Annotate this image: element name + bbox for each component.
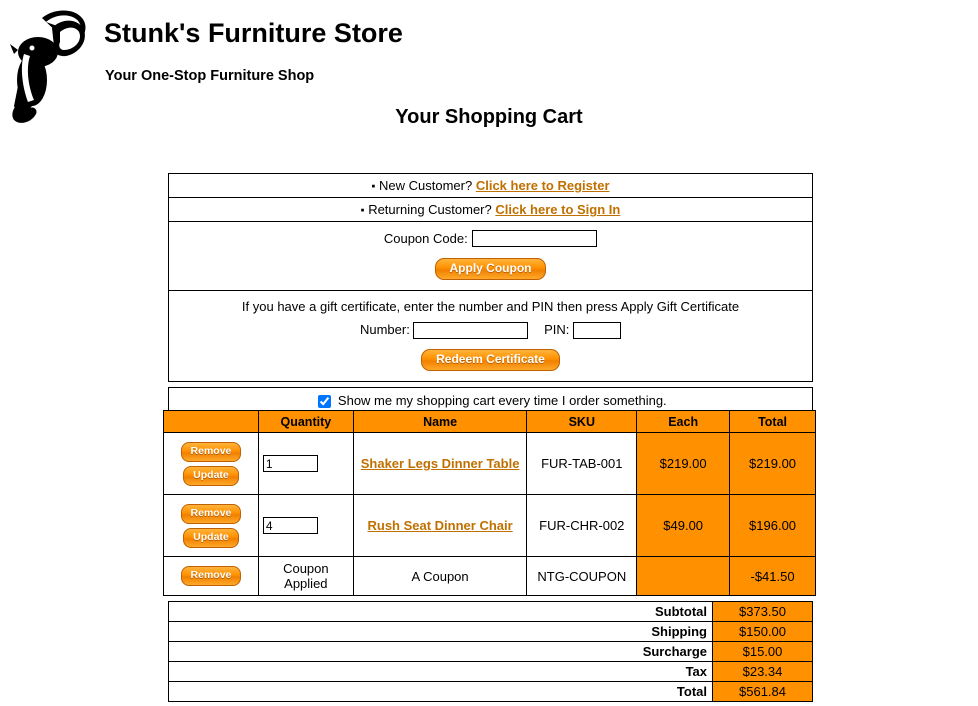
register-link[interactable]: Click here to Register — [475, 178, 610, 193]
row-sku: NTG-COUPON — [527, 557, 637, 596]
totals-value: $23.34 — [713, 662, 813, 682]
update-button[interactable]: Update — [183, 528, 239, 548]
cart-table-container — [163, 410, 816, 596]
coupon-code-label: Coupon Code: — [383, 231, 468, 246]
gift-instructions: If you have a gift certificate, enter the number and PIN then press Apply Gift Certificate — [241, 299, 740, 314]
row-each: $49.00 — [637, 495, 730, 557]
gift-number-label: Number: — [359, 322, 410, 337]
totals-row-subtotal — [169, 602, 813, 622]
totals-label: Shipping — [169, 622, 713, 642]
row-total: -$41.50 — [730, 557, 816, 596]
row-actions — [164, 557, 259, 596]
row-quantity-cell: Coupon Applied — [258, 557, 353, 596]
update-button[interactable]: Update — [183, 466, 239, 486]
quantity-input[interactable] — [263, 517, 318, 534]
totals-label: Subtotal — [169, 602, 713, 622]
table-row — [164, 433, 816, 495]
coupon-section — [168, 221, 813, 291]
row-actions — [164, 495, 259, 557]
store-name: Stunk's Furniture Store — [104, 18, 403, 48]
gift-pin-label: PIN: — [544, 322, 570, 337]
table-row — [164, 557, 816, 596]
gift-number-input[interactable] — [413, 322, 528, 339]
bullet-icon: ▪ — [371, 180, 376, 193]
apply-coupon-button[interactable]: Apply Coupon — [435, 258, 547, 280]
row-total: $219.00 — [730, 433, 816, 495]
show-cart-checkbox[interactable] — [318, 395, 331, 408]
signin-link[interactable]: Click here to Sign In — [495, 202, 621, 217]
bullet-icon: ▪ — [360, 204, 365, 217]
row-name-cell — [353, 433, 527, 495]
page-title: Your Shopping Cart — [395, 106, 583, 128]
row-name-cell — [353, 495, 527, 557]
cart-header-row — [164, 411, 816, 433]
product-link[interactable]: Rush Seat Dinner Chair — [367, 518, 513, 533]
remove-button[interactable]: Remove — [181, 442, 242, 462]
col-quantity: Quantity — [258, 411, 353, 433]
new-customer-text: New Customer? — [379, 178, 473, 193]
row-total: $196.00 — [730, 495, 816, 557]
col-each: Each — [637, 411, 730, 433]
gift-pin-input[interactable] — [573, 322, 621, 339]
new-customer-row — [168, 173, 813, 198]
remove-button[interactable]: Remove — [181, 504, 242, 524]
totals-value: $15.00 — [713, 642, 813, 662]
row-quantity-cell — [258, 495, 353, 557]
totals-label: Surcharge — [169, 642, 713, 662]
page-header — [0, 0, 978, 140]
product-link[interactable]: Shaker Legs Dinner Table — [360, 456, 520, 471]
totals-value: $561.84 — [713, 682, 813, 702]
row-actions — [164, 433, 259, 495]
totals-label: Tax — [169, 662, 713, 682]
remove-button[interactable]: Remove — [181, 566, 242, 586]
totals-value: $373.50 — [713, 602, 813, 622]
totals-label: Total — [169, 682, 713, 702]
cart-table — [163, 410, 816, 596]
col-name: Name — [353, 411, 527, 433]
row-each: $219.00 — [637, 433, 730, 495]
totals-table — [168, 601, 813, 702]
row-name-cell: A Coupon — [353, 557, 527, 596]
col-total: Total — [730, 411, 816, 433]
returning-customer-text: Returning Customer? — [368, 202, 492, 217]
cart-options-panel — [168, 173, 813, 416]
show-cart-label: Show me my shopping cart every time I order something. — [337, 393, 667, 408]
row-sku: FUR-CHR-002 — [527, 495, 637, 557]
row-quantity-cell — [258, 433, 353, 495]
col-sku: SKU — [527, 411, 637, 433]
totals-container — [168, 601, 813, 702]
redeem-certificate-button[interactable]: Redeem Certificate — [421, 349, 560, 371]
store-tagline: Your One-Stop Furniture Shop — [105, 68, 315, 84]
table-row — [164, 495, 816, 557]
quantity-input[interactable] — [263, 455, 318, 472]
totals-row-tax — [169, 662, 813, 682]
row-each — [637, 557, 730, 596]
gift-certificate-section — [168, 290, 813, 382]
totals-row-shipping — [169, 622, 813, 642]
totals-row-surcharge — [169, 642, 813, 662]
coupon-code-input[interactable] — [472, 230, 597, 247]
col-actions — [164, 411, 259, 433]
returning-customer-row — [168, 197, 813, 222]
row-sku: FUR-TAB-001 — [527, 433, 637, 495]
totals-row-total — [169, 682, 813, 702]
totals-value: $150.00 — [713, 622, 813, 642]
